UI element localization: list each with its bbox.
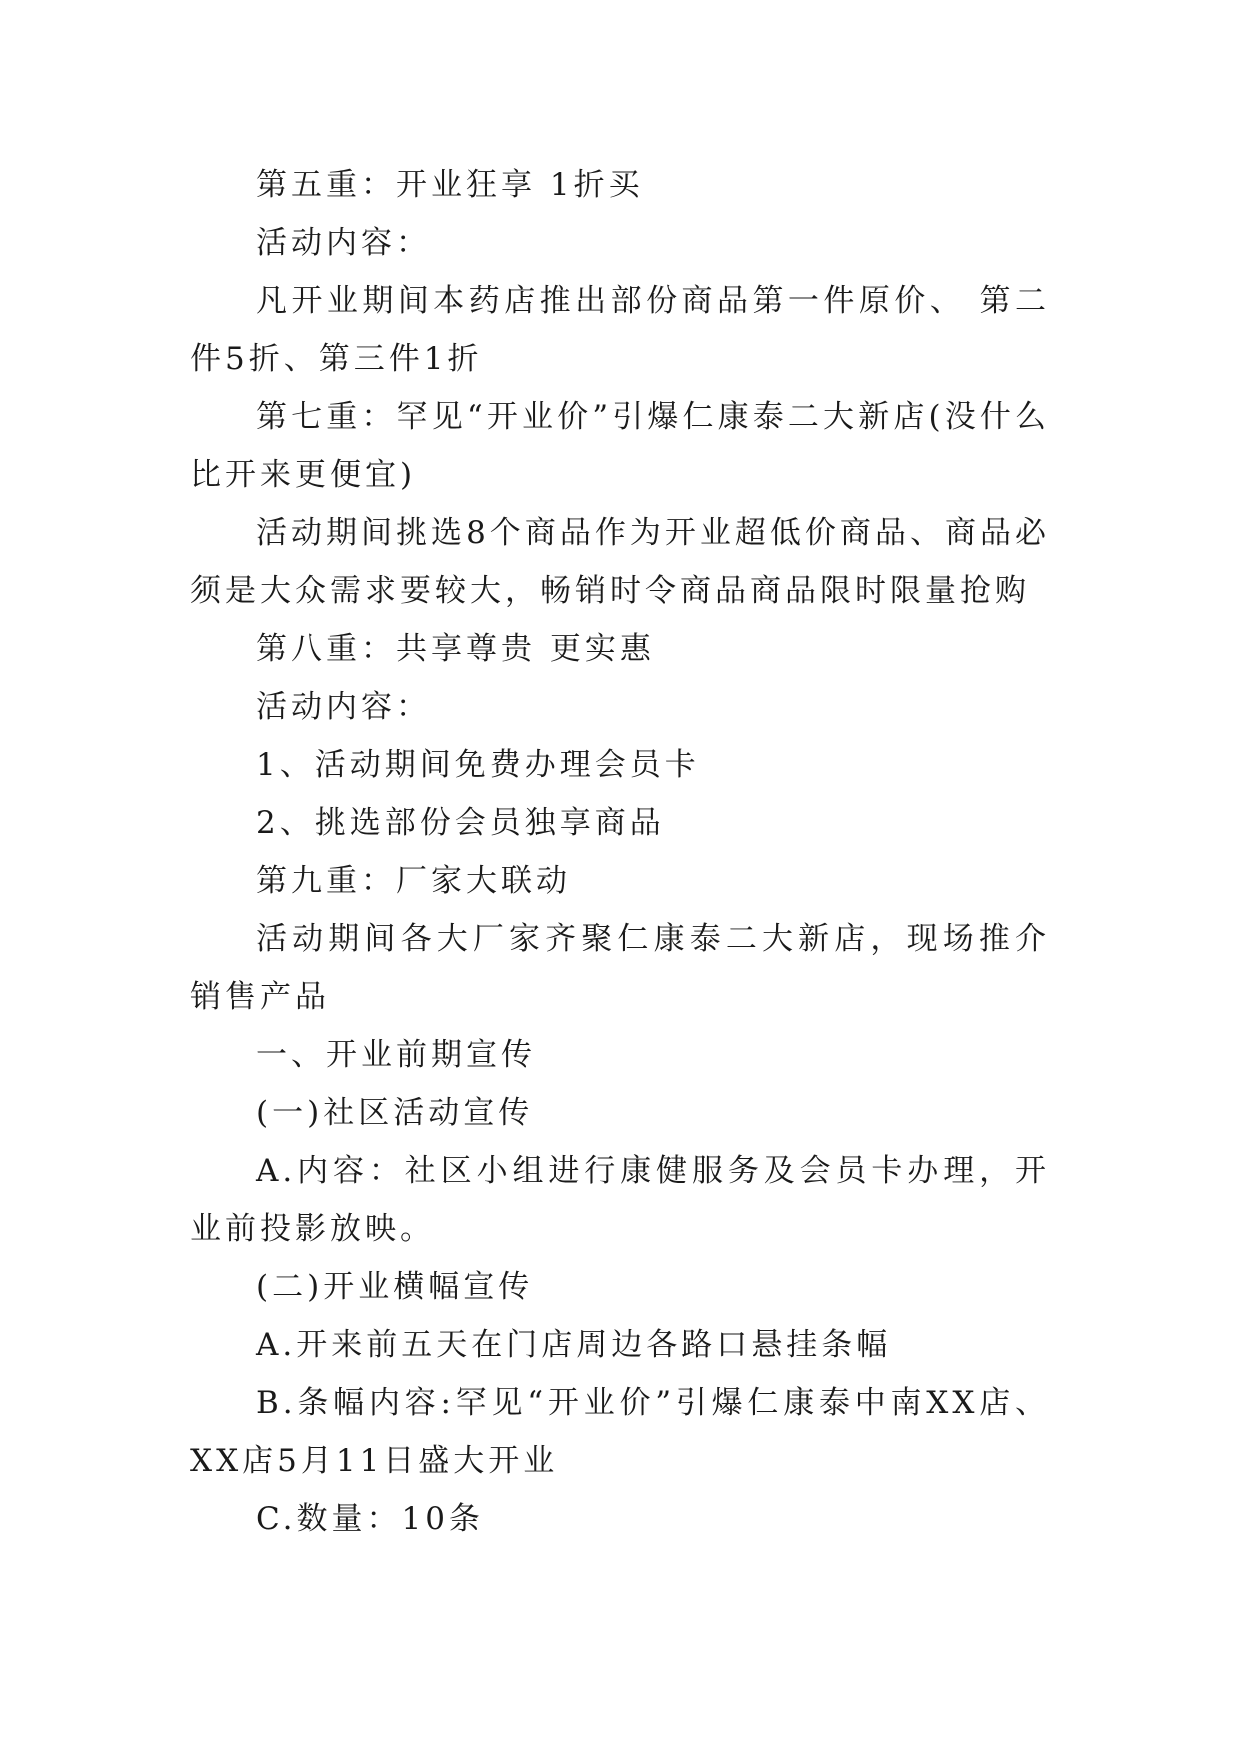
paragraph-low-price-products: 活动期间挑选8个商品作为开业超低价商品、商品必须是大众需求要较大，畅销时令商品商品限时限量抢购 xyxy=(190,515,1050,609)
list-item-member-products: 2、挑选部份会员独享商品 xyxy=(256,805,665,841)
list-item-member-card: 1、活动期间免费办理会员卡 xyxy=(256,747,700,783)
activity-content-label: 活动内容： xyxy=(256,225,431,261)
paragraph-banner-timing: A.开来前五天在门店周边各路口悬挂条幅 xyxy=(256,1327,892,1363)
paragraph-banner-quantity: C.数量：10条 xyxy=(256,1501,484,1537)
activity-content-label: 活动内容： xyxy=(256,689,431,725)
section-heading-ninth: 第九重：厂家大联动 xyxy=(256,863,571,899)
subsection-heading-community: (一)社区活动宣传 xyxy=(256,1095,534,1131)
section-heading-pre-opening: 一、开业前期宣传 xyxy=(256,1037,536,1073)
document-body xyxy=(190,156,1050,1548)
section-heading-seventh: 第七重：罕见“开业价”引爆仁康泰二大新店(没什么比开来更便宜) xyxy=(190,399,1050,493)
paragraph-banner-content: B.条幅内容:罕见“开业价”引爆仁康泰中南XX店、XX店5月11日盛大开业 xyxy=(190,1385,1050,1479)
subsection-heading-banner: (二)开业横幅宣传 xyxy=(256,1269,534,1305)
paragraph-discount-rule: 凡开业期间本药店推出部份商品第一件原价、 第二件5折、第三件1折 xyxy=(190,283,1050,377)
section-heading-eighth: 第八重：共享尊贵 更实惠 xyxy=(256,631,655,667)
paragraph-manufacturers: 活动期间各大厂家齐聚仁康泰二大新店，现场推介销售产品 xyxy=(190,921,1050,1015)
paragraph-community-content: A.内容：社区小组进行康健服务及会员卡办理，开业前投影放映。 xyxy=(190,1153,1050,1247)
section-heading-fifth: 第五重：开业狂享 1折买 xyxy=(256,167,644,203)
